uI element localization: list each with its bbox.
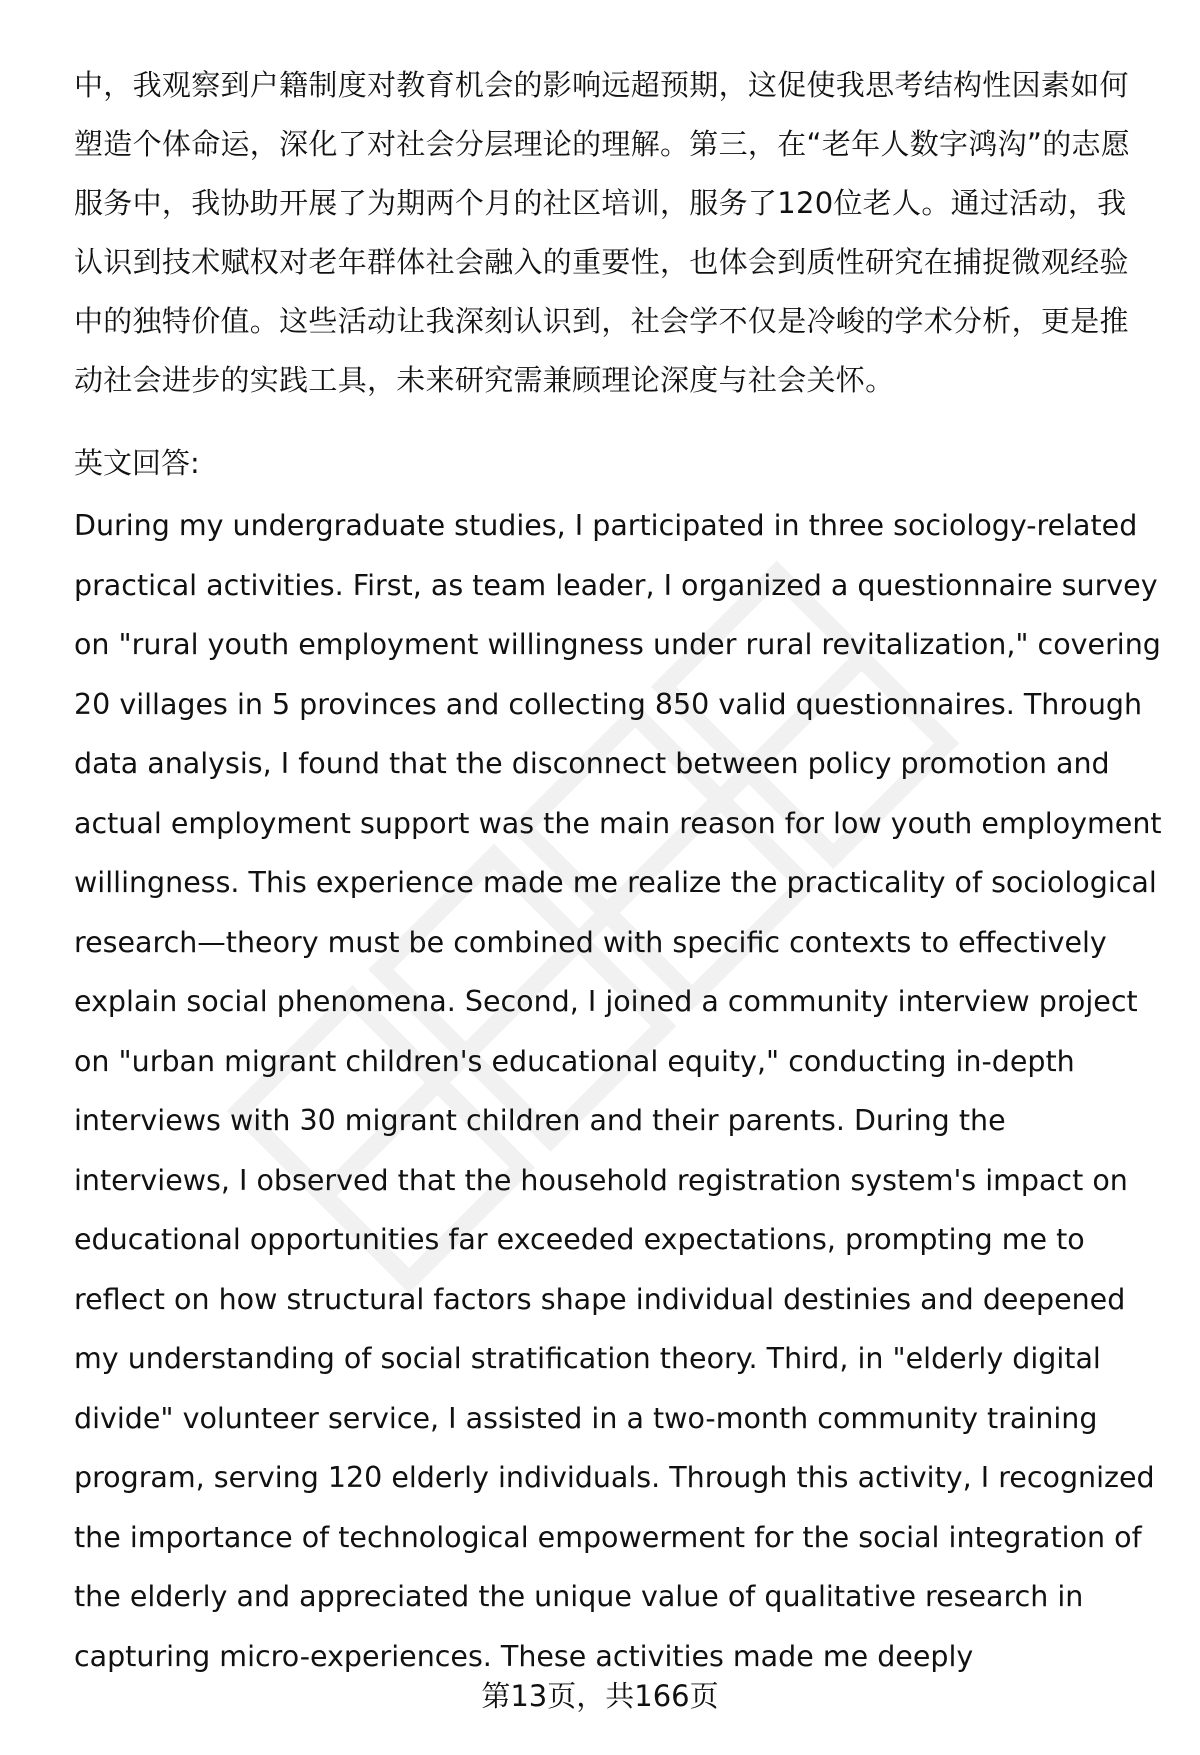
english-answer-label: 英文回答: [74,446,200,480]
page-number-footer: 第13页，共166页 [481,1679,719,1713]
english-answer-paragraph: During my undergraduate studies, I participated in three sociology-related practical activities. First, as team leader, I organized a questionnaire survey on "rural youth employment willingness under rural revitalization," covering 20 villages in 5 provinces and collecting 850 valid questionnaires. Through data analysis, I found that the disconnect between policy promotion and actual employment support was the main reason for low youth employment willingness. This experience made me realize the practicality of sociological research—theory must be combined with specific contexts to effectively explain social phenomena. Second, I joined a community interview project on "urban migrant children's educational equity," conducting in-depth interviews with 30 migrant children and their parents. During the interviews, I observed that the household registration system's impact on educational opportunities far exceeded expectations, prompting me to reflect on how structural factors shape individual destinies and deepened my understanding of social stratification theory. Third, in "elderly digital divide" volunteer service, I assisted in a two-month community training program, serving 120 elderly individuals. Through this activity, I recognized the importance of technological empowerment for the social integration of the elderly and appreciated the unique value of qualitative research in capturing micro-experiences. These activities made me deeply [74,509,1162,1673]
chinese-answer-paragraph: 中，我观察到户籍制度对教育机会的影响远超预期，这促使我思考结构性因素如何塑造个体命运，深化了对社会分层理论的理解。第三，在“老年人数字鸿沟”的志愿服务中，我协助开展了为期两个月的社区培训，服务了120位老人。通过活动，我认识到技术赋权对老年群体社会融入的重要性，也体会到质性研究在捕捉微观经验中的独特价值。这些活动让我深刻认识到，社会学不仅是冷峻的学术分析，更是推动社会进步的实践工具，未来研究需兼顾理论深度与社会关怀。 [74,68,1131,397]
